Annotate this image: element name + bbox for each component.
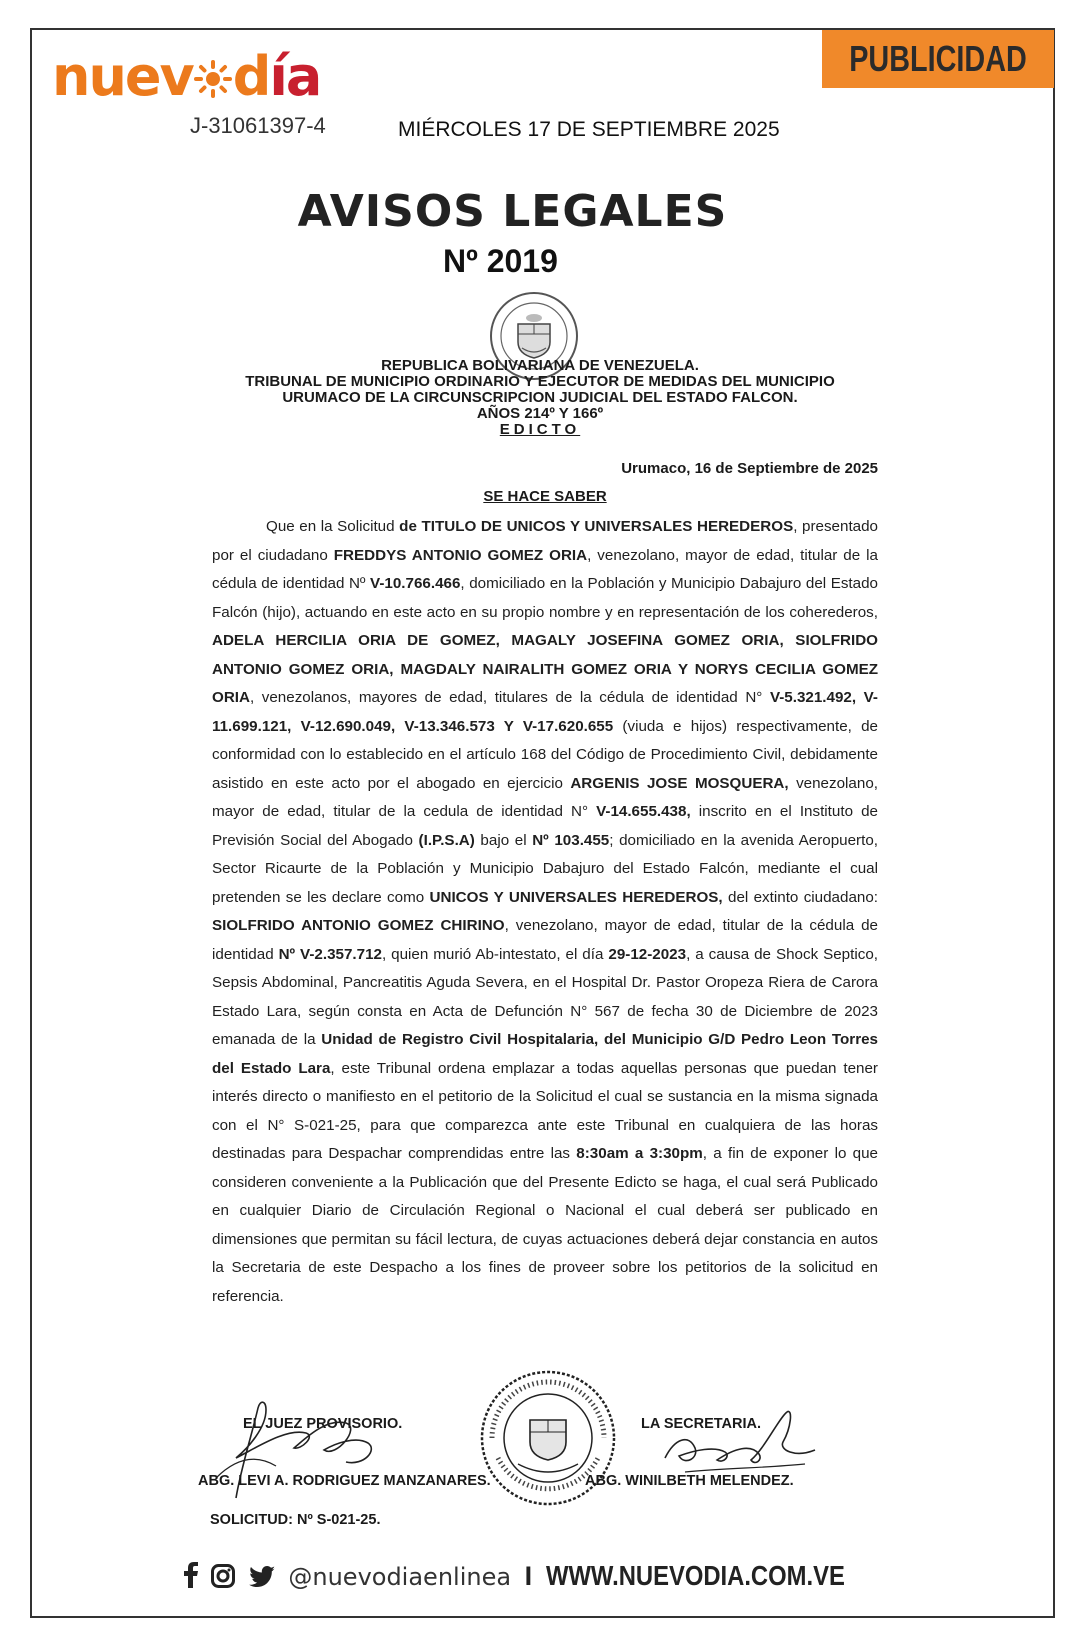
body-text-segment: , domiciliado en la Población y Municipio Dabajuro del Estado Falcón (hijo), actuando en este acto en su propio nombre y en representación de los coherederos,: [212, 575, 878, 621]
body-text-segment: ; domiciliado en la avenida Aeropuerto, Sector Ricaurte de la Población y Municipio Dabajuro del Estado Falcón, mediante el cual pretenden se les declare como: [212, 831, 878, 906]
request-reference: SOLICITUD: Nº S-021-25.: [210, 1512, 381, 1528]
body-text-segment: , venezolano, mayor de edad, titular de la cédula de identidad Nº: [212, 546, 878, 592]
body-text-segment: , a fin de exponer lo que consideren conveniente a la Publicación que del Presente Edicto se haga, el cual será Publicado en cualquier Diario de Circulación Regional o Nacional el cual deberá ser publicado en dimensiones que permitan su fácil lectura, de cuyas actuaciones deberá dejar constancia en autos la Secretaria de este Despacho a los fines de proveer sobre los petitorios de la solicitud en referencia.: [212, 1145, 878, 1305]
edict-body: [212, 513, 878, 1311]
body-bold-text: Nº V-2.357.712: [278, 945, 382, 963]
body-bold-text: V-10.766.466: [370, 575, 461, 592]
court-header: [180, 358, 900, 438]
body-text-segment: inscrito en el Instituto de Previsión Social del Abogado: [212, 803, 878, 849]
judge-name: ABG. LEVI A. RODRIGUEZ MANZANARES.: [198, 1473, 491, 1489]
header-court-line1: TRIBUNAL DE MUNICIPIO ORDINARIO Y EJECUTOR DE MEDIDAS DEL MUNICIPIO: [245, 373, 835, 390]
instagram-icon[interactable]: [211, 1564, 235, 1588]
sun-logo-icon: [193, 59, 233, 99]
social-handle[interactable]: @nuevodiaenlinea: [288, 1563, 512, 1591]
section-title: [0, 186, 1081, 237]
logo-text-middle: d: [232, 45, 270, 108]
body-bold-text: 8:30am a 3:30pm: [576, 1145, 703, 1162]
judge-signature: [196, 1388, 386, 1508]
body-bold-text: FREDDYS ANTONIO GOMEZ ORIA: [333, 546, 588, 564]
section-title-text: AVISOS LEGALES: [297, 186, 728, 237]
body-text-segment: bajo el: [474, 831, 533, 849]
body-bold-text: ARGENIS JOSE MOSQUERA,: [570, 774, 789, 792]
body-text-segment: , presentado por el ciudadano: [212, 518, 879, 564]
body-text-segment: , venezolanos, mayores de edad, titulares de la cédula de identidad N°: [249, 689, 770, 706]
advertising-label: PUBLICIDAD: [849, 38, 1027, 79]
edition-date: MIÉRCOLES 17 DE SEPTIEMBRE 2025: [398, 118, 780, 141]
tax-id: J-31061397-4: [190, 113, 326, 138]
notice-heading: SE HACE SABER: [483, 488, 607, 505]
document-type: EDICTO: [499, 421, 581, 438]
body-bold-text: Nº 103.455: [532, 831, 610, 849]
body-bold-text: 29-12-2023: [608, 945, 687, 963]
twitter-icon[interactable]: [249, 1566, 275, 1588]
body-text-segment: Que en la Solicitud: [266, 518, 400, 535]
body-bold-text: SIOLFRIDO ANTONIO GOMEZ CHIRINO: [212, 917, 505, 934]
footer: [0, 1560, 1081, 1592]
place-and-date: Urumaco, 16 de Septiembre de 2025: [621, 460, 878, 477]
body-text-segment: del extinto ciudadano:: [722, 888, 879, 906]
body-text-segment: (viuda e hijos) respectivamente, de conformidad con lo establecido en el artículo 168 del Código de Procedimiento Civil, debidamente asistido en este acto por el abogado en ejercicio: [212, 717, 878, 792]
body-text-segment: , venezolano, mayor de edad, titular de la cédula de identidad: [212, 917, 879, 963]
body-bold-text: de TITULO DE UNICOS Y UNIVERSALES HEREDEROS: [399, 518, 794, 535]
body-bold-text: (I.P.S.A): [418, 831, 475, 849]
body-text-segment: , este Tribunal ordena emplazar a todas aquellas personas que puedan tener interés directo o manifiesto en el petitorio de la Solicitud el cual se sustancia en la misma signada con el N° S-021-25, para que comparezca ante este Tribunal en cualquiera de las horas destinadas para Despachar comprendidas entre las: [212, 1059, 878, 1162]
edict-paragraph: [212, 513, 878, 1311]
header-years: AÑOS 214º Y 166º: [476, 405, 604, 422]
header-country: REPUBLICA BOLIVARIANA DE VENEZUELA.: [381, 357, 699, 374]
body-bold-text: UNICOS Y UNIVERSALES HEREDEROS,: [429, 888, 723, 906]
body-text-segment: , a causa de Shock Septico, Sepsis Abdominal, Pancreatitis Aguda Severa, en el Hospital Dr. Pastor Oropeza Riera de Carora Estado Lara, según consta en Acta de Defunción N° 567 de fecha 30 de Diciembre de 2023 emanada de la: [212, 945, 878, 1048]
newspaper-logo: [52, 45, 321, 108]
footer-separator: I: [524, 1561, 533, 1591]
logo-text-start: nuev: [52, 45, 193, 108]
advertising-banner: [822, 30, 1054, 88]
body-bold-text: ADELA HERCILIA ORIA DE GOMEZ, MAGALY JOSEFINA GOMEZ ORIA, SIOLFRIDO ANTONIO GOMEZ ORIA, MAGDALY NAIRALITH GOMEZ ORIA Y NORYS CECILIA GOMEZ ORIA: [212, 632, 878, 706]
body-bold-text: V-5.321.492, V-11.699.121, V-12.690.049, V-13.346.573 Y V-17.620.655: [212, 689, 878, 735]
judge-title: EL JUEZ PROVISORIO.: [243, 1416, 403, 1432]
secretary-title: LA SECRETARIA.: [641, 1416, 762, 1432]
logo-text-end: ía: [269, 45, 321, 108]
header-court-line2: URUMACO DE LA CIRCUNSCRIPCION JUDICIAL DEL ESTADO FALCON.: [282, 389, 798, 406]
secretary-name: ABG. WINILBETH MELENDEZ.: [585, 1473, 794, 1489]
website-link[interactable]: WWW.NUEVODIA.COM.VE: [545, 1560, 845, 1591]
body-text-segment: , quien murió Ab-intestato, el día: [381, 945, 609, 963]
issue-number: Nº 2019: [443, 243, 558, 279]
facebook-icon[interactable]: [184, 1562, 198, 1588]
body-bold-text: V-14.655.438,: [596, 803, 691, 820]
body-text-segment: venezolano, mayor de edad, titular de la cedula de identidad N°: [212, 774, 878, 820]
body-bold-text: Unidad de Registro Civil Hospitalaria, del Municipio G/D Pedro Leon Torres del Estado Lara: [212, 1031, 878, 1077]
